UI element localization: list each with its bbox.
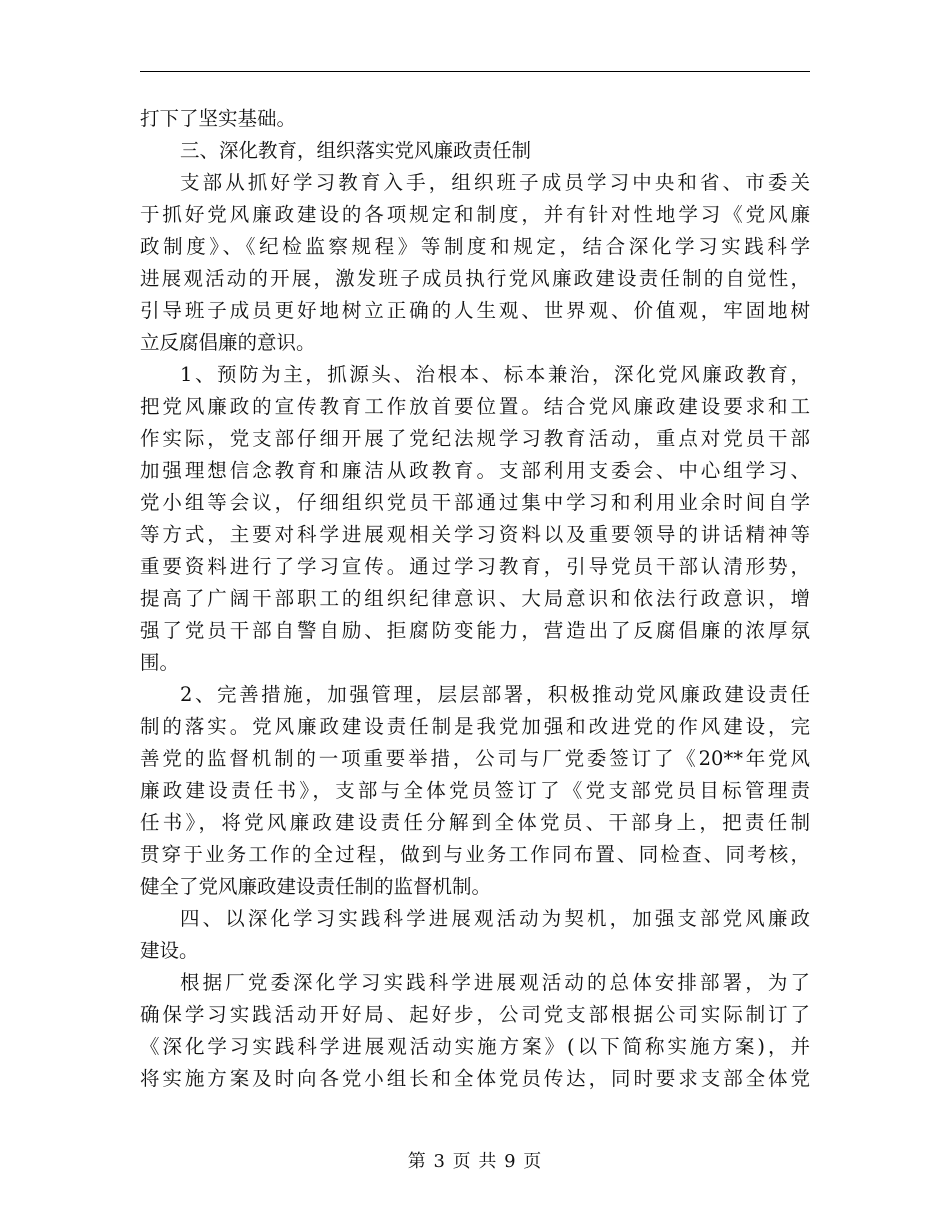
text-line: 重要资料进行了学习宣传。通过学习教育，引导党员干部认清形势， xyxy=(140,555,810,578)
text-line: 强了党员干部自警自励、拒腐防变能力，营造出了反腐倡廉的浓厚氛 xyxy=(140,619,810,642)
text-line: 支部从抓好学习教育入手，组织班子成员学习中央和省、市委关 xyxy=(180,171,810,194)
text-line: 围。 xyxy=(140,651,180,674)
text-line: 廉政建设责任书》，支部与全体党员签订了《党支部党员目标管理责 xyxy=(140,779,810,802)
section-heading: 四、以深化学习实践科学进展观活动为契机，加强支部党风廉政 xyxy=(180,907,810,930)
text-line: 提高了广阔干部职工的组织纪律意识、大局意识和依法行政意识，增 xyxy=(140,587,810,610)
text-line: 政制度》、《纪检监察规程》等制度和规定，结合深化学习实践科学 xyxy=(140,235,810,258)
text-line: 等方式，主要对科学进展观相关学习资料以及重要领导的讲话精神等 xyxy=(140,523,810,546)
text-line: 打下了坚实基础。 xyxy=(140,107,297,130)
text-line: 把党风廉政的宣传教育工作放首要位置。结合党风廉政建设要求和工 xyxy=(140,395,810,418)
text-line: 进展观活动的开展，激发班子成员执行党风廉政建设责任制的自觉性， xyxy=(140,267,810,290)
text-line: 立反腐倡廉的意识。 xyxy=(140,331,316,354)
text-line: 于抓好党风廉政建设的各项规定和制度，并有针对性地学习《党风廉 xyxy=(140,203,810,226)
text-line: 制的落实。党风廉政建设责任制是我党加强和改进党的作风建设，完 xyxy=(140,715,810,738)
section-heading: 三、深化教育，组织落实党风廉政责任制 xyxy=(180,139,532,162)
document-body xyxy=(140,103,810,1095)
section-heading: 建设。 xyxy=(140,939,199,962)
text-line: 贯穿于业务工作的全过程，做到与业务工作同布置、同检查、同考核， xyxy=(140,843,810,866)
header-rule xyxy=(140,71,810,72)
text-line: 2、完善措施，加强管理，层层部署，积极推动党风廉政建设责任 xyxy=(180,683,810,706)
text-line: 任书》，将党风廉政建设责任分解到全体党员、干部身上，把责任制 xyxy=(140,811,810,834)
text-line: 将实施方案及时向各党小组长和全体党员传达，同时要求支部全体党 xyxy=(140,1067,810,1090)
text-line: 党小组等会议，仔细组织党员干部通过集中学习和利用业余时间自学 xyxy=(140,491,810,514)
text-line: 根据厂党委深化学习实践科学进展观活动的总体安排部署，为了 xyxy=(180,971,810,994)
text-line: 《深化学习实践科学进展观活动实施方案》(以下简称实施方案)，并 xyxy=(140,1035,810,1058)
text-line: 健全了党风廉政建设责任制的监督机制。 xyxy=(140,875,492,898)
page-number-footer: 第 3 页 共 9 页 xyxy=(407,1151,543,1172)
text-line: 确保学习实践活动开好局、起好步，公司党支部根据公司实际制订了 xyxy=(140,1003,810,1026)
text-line: 作实际，党支部仔细开展了党纪法规学习教育活动，重点对党员干部 xyxy=(140,427,810,450)
text-line: 善党的监督机制的一项重要举措，公司与厂党委签订了《20**年党风 xyxy=(140,747,810,770)
text-line: 引导班子成员更好地树立正确的人生观、世界观、价值观，牢固地树 xyxy=(140,299,810,322)
text-line: 1、预防为主，抓源头、治根本、标本兼治，深化党风廉政教育， xyxy=(180,363,810,386)
text-line: 加强理想信念教育和廉洁从政教育。支部利用支委会、中心组学习、 xyxy=(140,459,810,482)
